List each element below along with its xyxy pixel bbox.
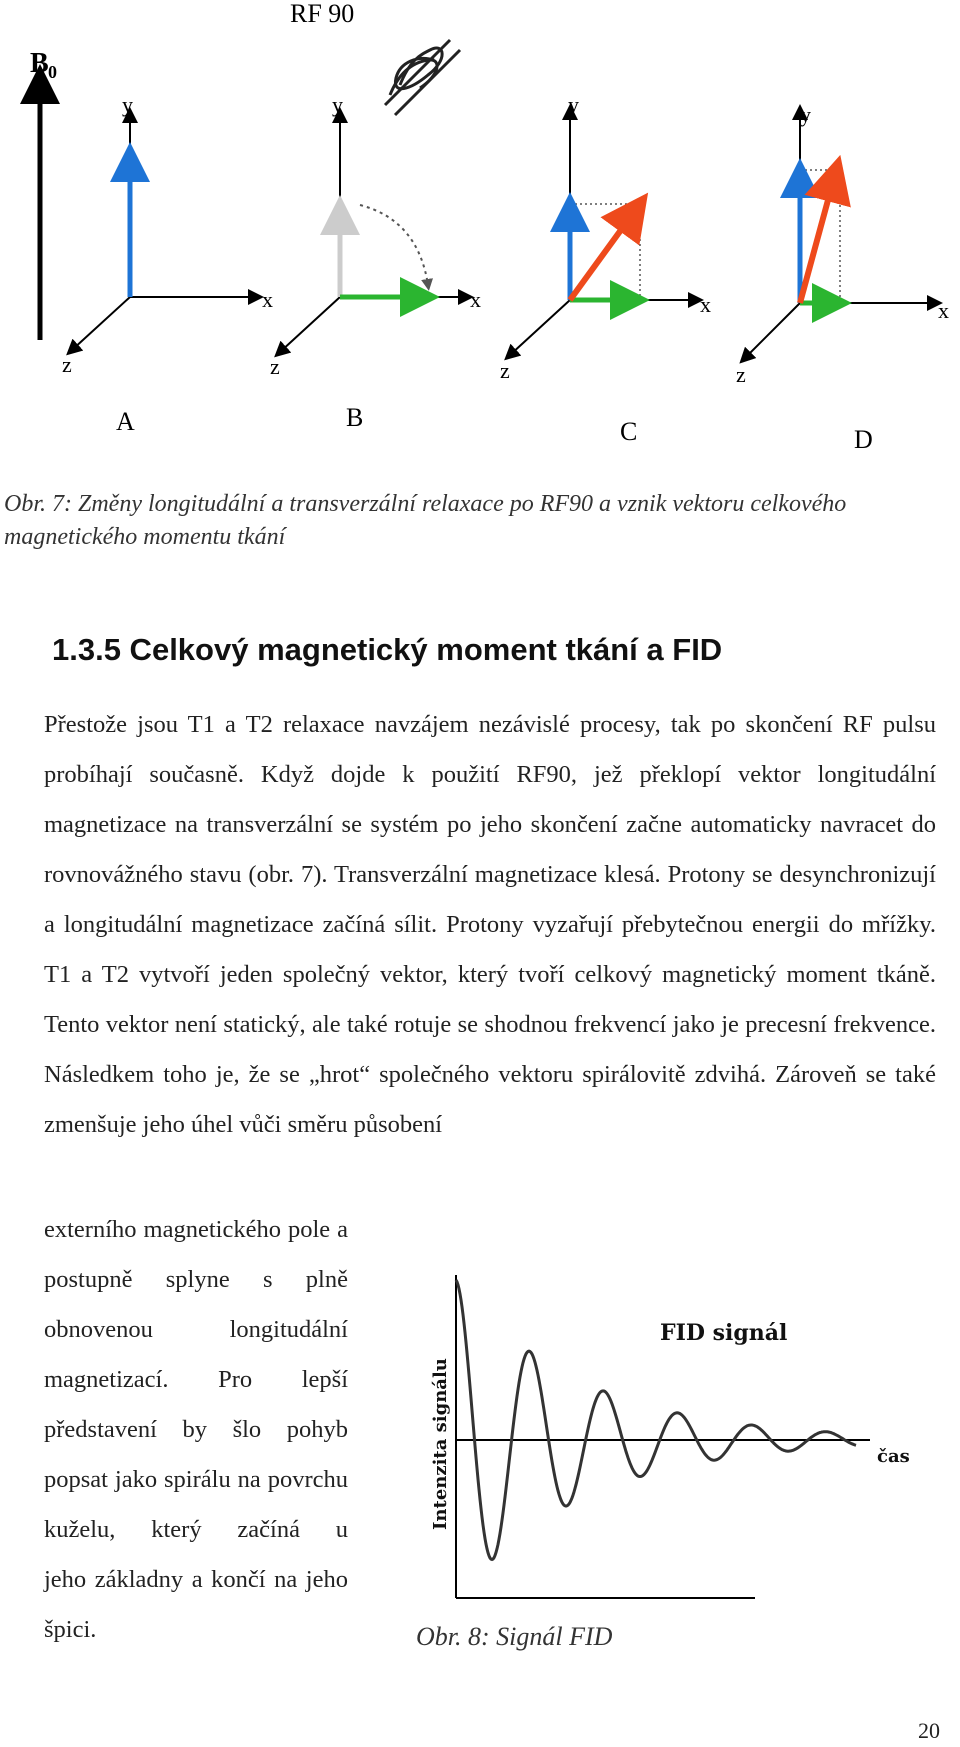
svg-text:z: z — [500, 358, 510, 383]
body-paragraph-narrow — [44, 1205, 348, 1655]
panel-b — [270, 92, 481, 432]
svg-text:z: z — [270, 354, 280, 379]
rf-pulse-coil — [385, 40, 460, 115]
b0-arrow — [30, 48, 57, 340]
svg-text:y: y — [568, 92, 579, 117]
panel-d — [736, 102, 949, 454]
svg-text:y: y — [800, 102, 811, 127]
body-paragraph: Přestože jsou T1 a T2 relaxace navzájem nezávislé procesy, tak po skončení RF pulsu probíhají současně. Když dojde k použití RF90, jež překlopí vektor longitudální magnetizace na transverzální se systém po jeho skončení začne automaticky navracet do rovnovážného stavu (obr. 7). Transverzální magnetizace klesá. Protony se desynchronizují a longitudální magnetizace začíná sílit. Protony vyzařují přebytečnou energii do mřížky. T1 a T2 vytvoří jeden společný vektor, který tvoří celkový magnetický moment tkáně. Tento vektor není statický, ale také rotuje se shodnou frekvencí jako je precesní frekvence. Následkem toho je, že se „hrot“ společného vektoru spirálovitě zdvihá. Zároveň se také zmenšuje jeho úhel vůči směru působení — [44, 711, 936, 1138]
svg-text:B: B — [346, 403, 364, 432]
figure-7-caption: Obr. 7: Změny longitudální a transverzální relaxace po RF90 a vznik vektoru celkového magnetického momentu tkání — [4, 491, 847, 550]
svg-text:0: 0 — [48, 62, 57, 82]
fid-title: FID signál — [660, 1320, 788, 1346]
svg-text:x: x — [470, 287, 481, 312]
figure-8-caption: Obr. 8: Signál FID — [416, 1622, 613, 1651]
panel-a — [62, 92, 273, 436]
body-paragraph-narrow-end: jeho základny a končí na jeho špici. — [44, 1566, 348, 1643]
svg-text:A: A — [116, 407, 135, 436]
svg-text:z: z — [736, 362, 746, 387]
fid-ylabel: Intenzita signálu — [430, 1358, 451, 1530]
svg-text:D: D — [854, 425, 873, 454]
fid-wave — [456, 1280, 856, 1560]
rf90-label: RF 90 — [290, 0, 355, 28]
svg-text:C: C — [620, 417, 638, 446]
body-paragraph-narrow-text: externího magnetického pole a postupně splyne s plně obnovenou longitudální magnetizací. Pro lepší představení by šlo pohyb popsat jako spirálu na povrchu kuželu, který začíná u — [44, 1216, 348, 1543]
svg-text:x: x — [700, 292, 711, 317]
section-heading: 1.3.5 Celkový magnetický moment tkání a FID — [52, 632, 723, 667]
figure-7-magnetization-diagram — [0, 0, 960, 460]
fid-xlabel: čas — [877, 1446, 910, 1467]
svg-text:B: B — [30, 48, 49, 79]
svg-text:z: z — [62, 352, 72, 377]
svg-text:y: y — [122, 92, 133, 117]
svg-text:x: x — [938, 298, 949, 323]
svg-text:y: y — [332, 92, 343, 117]
svg-text:x: x — [262, 287, 273, 312]
figure-8-fid-signal — [410, 1270, 950, 1610]
panel-c — [500, 92, 711, 446]
page-number: 20 — [918, 1718, 940, 1743]
